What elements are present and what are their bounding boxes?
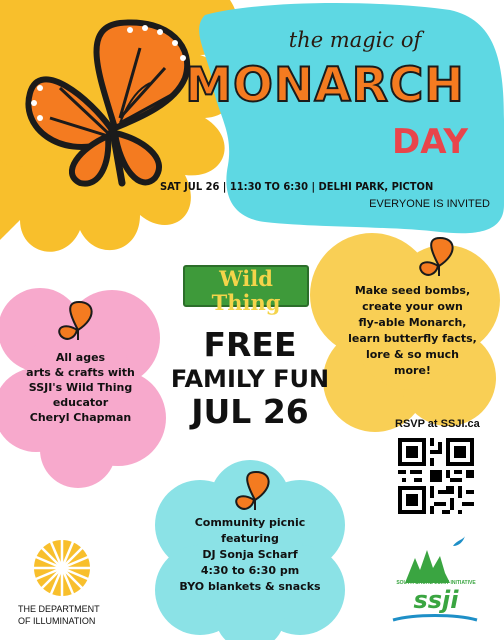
small-butterfly-right xyxy=(416,236,462,278)
qr-code-image xyxy=(398,438,474,514)
left-line-2: arts & crafts with xyxy=(26,366,135,379)
right-line-3: fly-able Monarch, xyxy=(358,316,467,329)
tagline: the magic of xyxy=(288,28,422,52)
left-line-1: All ages xyxy=(55,351,106,364)
left-line-4: educator xyxy=(52,396,109,409)
event-subtitle: DAY xyxy=(392,122,468,162)
bottom-line-3: DJ Sonja Scharf xyxy=(202,548,298,561)
invite-line: EVERYONE IS INVITED xyxy=(369,198,490,210)
ssji-arc-text: SOUTH SHORE JOINT INITIATIVE xyxy=(396,580,476,586)
date-line: SAT JUL 26 | 11:30 TO 6:30 | DELHI PARK, PICTON xyxy=(160,180,434,193)
sun-logo-icon xyxy=(32,538,92,598)
free-heading: FREE xyxy=(203,325,297,364)
rsvp-link[interactable]: RSVP at SSJI.ca xyxy=(395,418,480,430)
bottom-flower-text xyxy=(170,515,330,595)
right-line-4: learn butterfly facts, xyxy=(348,332,477,345)
bottom-line-2: featuring xyxy=(221,532,279,545)
right-line-2: create your own xyxy=(362,300,463,313)
right-line-5: lore & so much xyxy=(365,348,460,361)
qr-code[interactable] xyxy=(398,438,474,514)
left-flower-text xyxy=(8,350,153,425)
right-line-1: Make seed bombs, xyxy=(354,284,471,297)
bottom-line-1: Community picnic xyxy=(194,516,306,529)
small-butterfly-bottom xyxy=(232,470,278,512)
department-logo-text xyxy=(18,603,128,627)
left-line-5: Cheryl Chapman xyxy=(29,411,132,424)
date-heading: JUL 26 xyxy=(191,392,309,431)
bottom-line-5: BYO blankets & snacks xyxy=(179,580,321,593)
wild-thing-name: Wild Thing xyxy=(211,266,281,315)
small-butterfly-left xyxy=(55,300,101,342)
ssji-wordmark: ssji xyxy=(413,586,459,614)
family-fun-heading: FAMILY FUN xyxy=(170,365,330,393)
bottom-line-4: 4:30 to 6:30 pm xyxy=(200,564,300,577)
event-title: MONARCH xyxy=(185,58,465,113)
dept-line-1: THE DEPARTMENT xyxy=(18,604,100,614)
wild-thing-tagline: A CELEBRATION OF BIODIVERSITY xyxy=(199,315,293,321)
left-line-3: SSJI's Wild Thing xyxy=(28,381,133,394)
right-line-6: more! xyxy=(394,364,431,377)
right-flower-text xyxy=(335,283,490,379)
wild-thing-logo xyxy=(183,265,309,321)
dept-line-2: OF ILLUMINATION xyxy=(18,616,96,626)
